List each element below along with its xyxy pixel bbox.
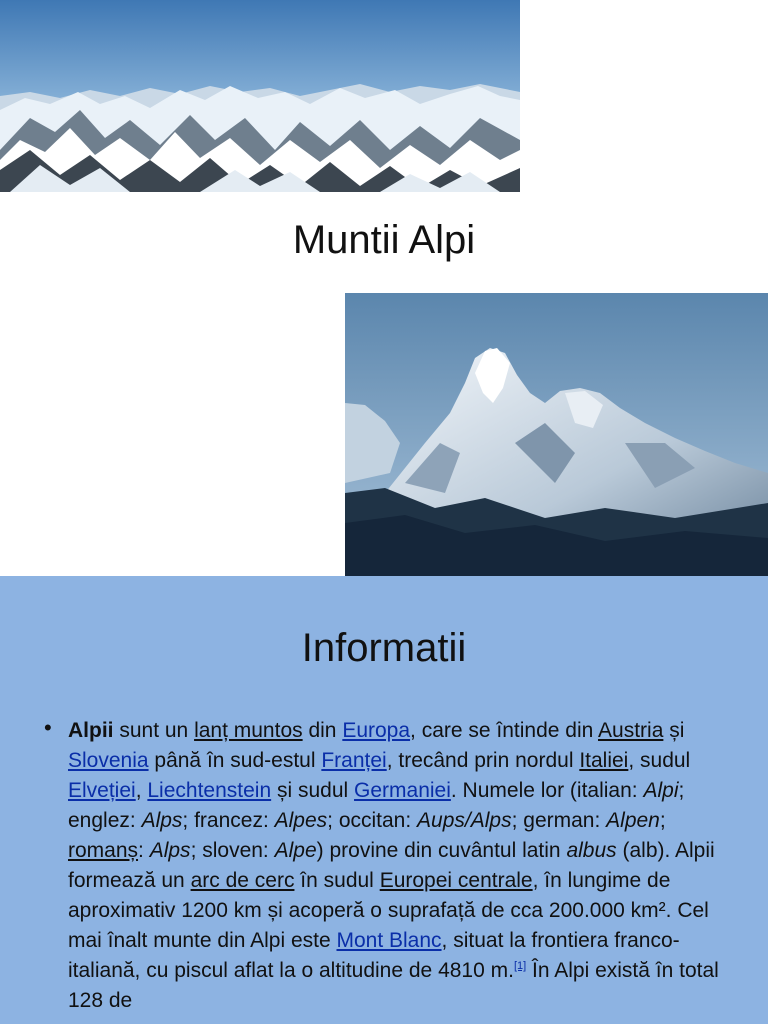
text-run: și	[663, 719, 685, 742]
text-run: , trecând prin nordul	[386, 749, 580, 772]
text-run: ;	[659, 809, 666, 832]
text-run: ) provine din cuvântul latin	[316, 839, 567, 862]
slide-2	[0, 576, 768, 1024]
italic-term: albus	[566, 839, 617, 862]
text-run: , sudul	[628, 749, 691, 772]
underlined-term: arc de cerc	[190, 869, 295, 892]
bold-term: Alpii	[68, 719, 114, 742]
text-run: până în sud-estul	[148, 749, 322, 772]
text-run: ; englez:	[68, 779, 685, 832]
alps-panorama-image	[0, 0, 520, 192]
underlined-term: Austria	[598, 719, 664, 742]
hyperlink[interactable]: Elveției	[68, 779, 136, 802]
italic-term: Alps	[141, 809, 183, 832]
slide-title: Muntii Alpi	[292, 218, 476, 262]
hyperlink[interactable]: Europa	[342, 719, 411, 742]
italic-term: Alps	[149, 839, 191, 862]
text-run: În Alpi există în total 128 de	[68, 959, 719, 1012]
text-run: și sudul	[271, 779, 355, 802]
text-run: ; occitan:	[327, 809, 418, 832]
text-run: în sudul	[294, 869, 380, 892]
italic-term: Alpen	[606, 809, 660, 832]
text-run: , care se întinde din	[410, 719, 599, 742]
underlined-term: Europei centrale	[379, 869, 533, 892]
text-run: . Numele lor (italian:	[450, 779, 644, 802]
hyperlink[interactable]: Franței	[321, 749, 387, 772]
hyperlink[interactable]: Germaniei	[354, 779, 451, 802]
text-run: :	[138, 839, 150, 862]
footnote-link[interactable]: [1]	[513, 960, 527, 972]
italic-term: Alpi	[643, 779, 679, 802]
italic-term: Alpe	[274, 839, 317, 862]
text-run: ; francez:	[182, 809, 275, 832]
text-run: ,	[135, 779, 148, 802]
italic-term: Alpes	[274, 809, 328, 832]
mountain-peak-image	[345, 293, 768, 576]
slide-title: Informatii	[301, 626, 467, 670]
underlined-term: lanț muntos	[194, 719, 303, 742]
text-run: , în lungime de aproximativ 1200 km și acoperă o suprafață de cca 200.000 km². Cel mai înalt munte din Alpi este	[68, 869, 709, 952]
text-run: din	[302, 719, 343, 742]
text-run: sunt un	[113, 719, 195, 742]
underlined-term: romanș	[68, 839, 139, 862]
text-run: , situat la frontiera franco-italiană, cu piscul aflat la o altitudine de 4810 m.	[68, 929, 680, 982]
hyperlink[interactable]: Mont Blanc	[336, 929, 442, 952]
underlined-term: Italiei	[579, 749, 629, 772]
text-run: ; german:	[511, 809, 607, 832]
hyperlink[interactable]: Liechtenstein	[147, 779, 272, 802]
info-paragraph	[68, 716, 728, 1016]
italic-term: Aups/Alps	[417, 809, 512, 832]
text-run: ; sloven:	[190, 839, 275, 862]
hyperlink[interactable]: Slovenia	[68, 749, 149, 772]
bullet-point: •	[44, 715, 52, 740]
text-run: (alb). Alpii formează un	[68, 839, 715, 892]
